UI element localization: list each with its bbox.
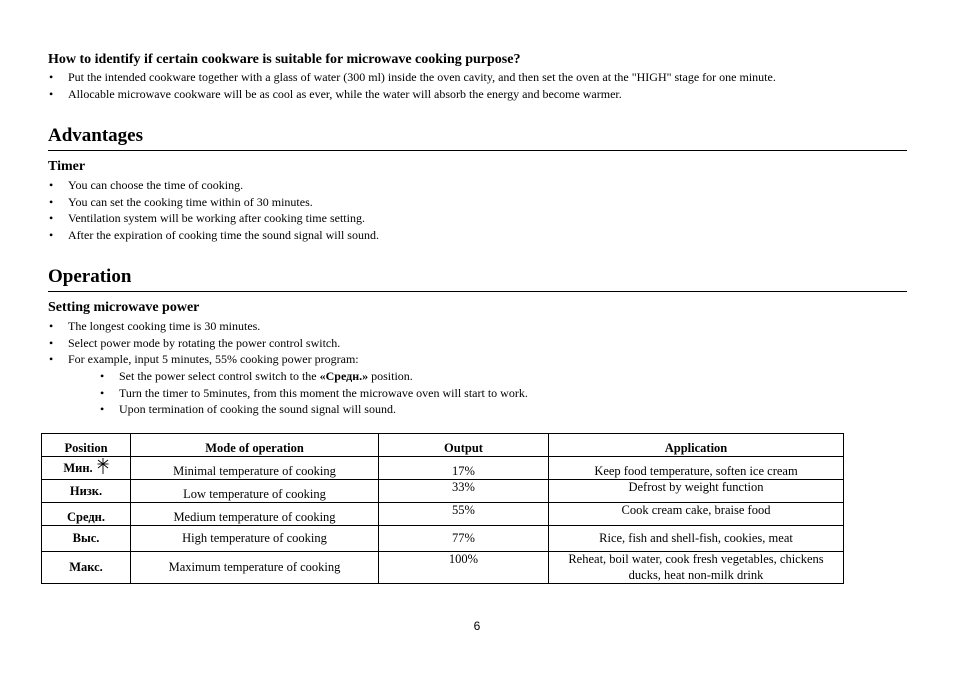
- snowflake-icon: [97, 457, 109, 479]
- application-cell: Rice, fish and shell-fish, cookies, meat: [549, 526, 844, 552]
- list-item: • You can set the cooking time within of 30 minutes.: [48, 194, 379, 211]
- list-item: • Turn the timer to 5minutes, from this moment the microwave oven will start to work.: [99, 385, 528, 402]
- question-bullet-list: [48, 69, 776, 102]
- operation-bullet-list: [48, 318, 359, 368]
- output-cell: 17%: [379, 457, 549, 480]
- advantages-divider: [48, 150, 907, 151]
- application-line: Reheat, boil water, cook fresh vegetables, chickens: [568, 552, 824, 566]
- list-item: • Ventilation system will be working after cooking time setting.: [48, 210, 379, 227]
- sub-bullet-text: Set the power select control switch to the: [119, 369, 320, 383]
- table-header-cell: Application: [549, 434, 844, 457]
- position-cell: [42, 457, 131, 480]
- power-subheading: Setting microwave power: [48, 300, 200, 315]
- sub-bullet-text: position.: [368, 369, 413, 383]
- question-title: How to identify if certain cookware is suitable for microwave cooking purpose?: [48, 52, 521, 67]
- output-cell: 77%: [379, 526, 549, 552]
- table-header-cell: Output: [379, 434, 549, 457]
- position-label: Мин.: [63, 461, 93, 475]
- output-cell: 55%: [379, 503, 549, 526]
- page-number: 6: [473, 619, 481, 633]
- power-table: [41, 433, 844, 584]
- operation-divider: [48, 291, 907, 292]
- table-header-cell: Mode of operation: [131, 434, 379, 457]
- list-item: [99, 368, 528, 385]
- list-item: • After the expiration of cooking time the sound signal will sound.: [48, 227, 379, 244]
- list-item: • Put the intended cookware together with a glass of water (300 ml) inside the oven cavity, and then set the oven at the "HIGH" stage for one minute.: [48, 69, 776, 86]
- list-item: • For example, input 5 minutes, 55% cooking power program:: [48, 351, 359, 368]
- table-row: [42, 480, 844, 503]
- list-item: • The longest cooking time is 30 minutes.: [48, 318, 359, 335]
- position-cell: Средн.: [42, 503, 131, 526]
- table-row: [42, 526, 844, 552]
- mode-cell: Minimal temperature of cooking: [131, 457, 379, 480]
- application-cell: Cook cream cake, braise food: [549, 503, 844, 526]
- application-line: ducks, heat non-milk drink: [628, 567, 764, 582]
- output-cell: 100%: [379, 552, 549, 584]
- application-cell: Keep food temperature, soften ice cream: [549, 457, 844, 480]
- position-name-bold: «Средн.»: [319, 369, 369, 383]
- table-header-cell: Position: [42, 434, 131, 457]
- example-sub-bullet-list: [99, 368, 528, 418]
- advantages-heading: Advantages: [48, 125, 144, 146]
- table-header-row: [42, 434, 844, 457]
- table-row: [42, 552, 844, 584]
- mode-cell: Low temperature of cooking: [131, 480, 379, 503]
- list-item: • Select power mode by rotating the power control switch.: [48, 335, 359, 352]
- output-cell: 33%: [379, 480, 549, 503]
- operation-heading: Operation: [48, 266, 132, 287]
- list-item: • Upon termination of cooking the sound signal will sound.: [99, 401, 528, 418]
- mode-cell: Maximum temperature of cooking: [131, 552, 379, 584]
- timer-subheading: Timer: [48, 159, 86, 174]
- mode-cell: High temperature of cooking: [131, 526, 379, 552]
- table-row: [42, 503, 844, 526]
- position-cell: Низк.: [42, 480, 131, 503]
- list-item: • You can choose the time of cooking.: [48, 177, 379, 194]
- table-row: [42, 457, 844, 480]
- timer-bullet-list: [48, 177, 379, 244]
- mode-cell: Medium temperature of cooking: [131, 503, 379, 526]
- application-cell: Defrost by weight function: [549, 480, 844, 503]
- application-cell: [549, 552, 844, 584]
- position-cell: Выс.: [42, 526, 131, 552]
- list-item: • Allocable microwave cookware will be as cool as ever, while the water will absorb the energy and become warmer.: [48, 86, 776, 103]
- position-cell: Макс.: [42, 552, 131, 584]
